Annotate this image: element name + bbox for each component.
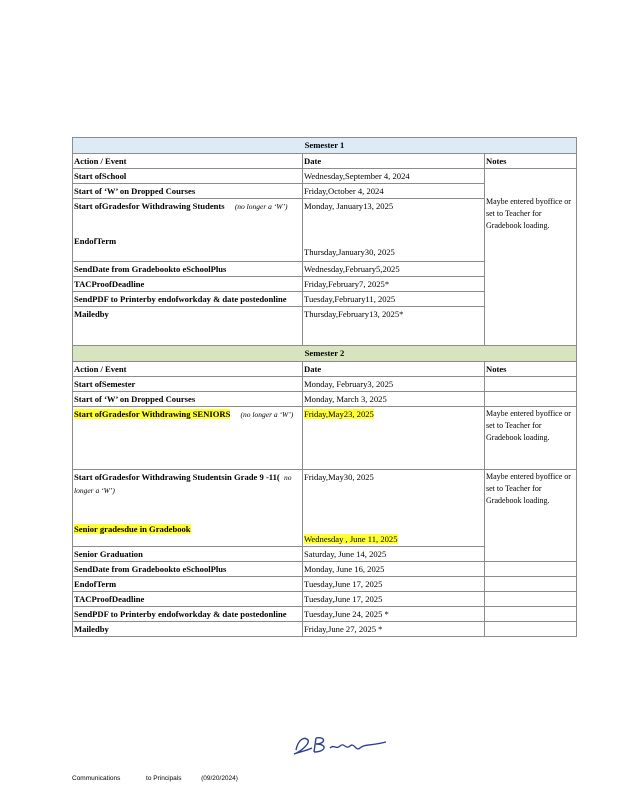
event-label: Start ofSchool <box>73 169 303 184</box>
event-label: Start ofSemester <box>73 377 303 392</box>
event-date: Thursday,February13, 2025* <box>303 307 485 346</box>
event-label: SendPDF to Printerby endofworkday & date postedonline <box>73 607 303 622</box>
event-label: EndofTerm <box>73 577 303 592</box>
event-notes <box>485 622 577 637</box>
event-notes <box>485 577 577 592</box>
header-action: Action / Event <box>73 362 303 377</box>
event-note: no longer a ‘W’) <box>74 473 292 495</box>
event-date: Monday, January13, 2025 Thursday,January30, 2025 <box>303 199 485 262</box>
event-label: Mailedby <box>73 307 303 346</box>
event-date: Monday, March 3, 2025 <box>303 392 485 407</box>
header-action: Action / Event <box>73 154 303 169</box>
event-date: Tuesday,June 24, 2025 * <box>303 607 485 622</box>
table-row <box>73 392 577 407</box>
event-notes <box>485 392 577 407</box>
semester1-title: Semester 1 <box>73 138 577 154</box>
footer-left: Communications <box>72 775 121 782</box>
event-label: Start ofGradesfor Withdrawing SENIORS (no longer a ‘W’) <box>73 407 303 470</box>
table-row <box>73 470 577 547</box>
footer-mid: to Principals <box>146 775 182 782</box>
event-date: Friday,June 27, 2025 * <box>303 622 485 637</box>
event-date: Friday,May30, 2025 Wednesday , June 11, 2025 <box>303 470 485 547</box>
event-label: Senior Graduation <box>73 547 303 562</box>
event-label: SendDate from Gradebookto eSchoolPlus <box>73 262 303 277</box>
event-notes: Maybe entered byoffice or set to Teacher for Gradebook loading. <box>485 407 577 470</box>
semester2-title: Semester 2 <box>73 346 577 362</box>
table-row <box>73 562 577 577</box>
event-label: Start of ‘W’ on Dropped Courses <box>73 392 303 407</box>
event-date: Friday,February7, 2025* <box>303 277 485 292</box>
semester2-title-row <box>73 346 577 362</box>
table-row <box>73 607 577 622</box>
table-row <box>73 577 577 592</box>
header-date: Date <box>303 362 485 377</box>
event-notes <box>485 607 577 622</box>
event-notes: Maybe entered byoffice or set to Teacher for Gradebook loading. <box>485 169 577 346</box>
event-notes <box>485 592 577 607</box>
event-label: TACProofDeadline <box>73 277 303 292</box>
event-note: (no longer a ‘W’) <box>240 410 294 419</box>
calendar-table <box>72 137 577 637</box>
table-row <box>73 377 577 392</box>
semester1-header-row <box>73 154 577 169</box>
event-date: Wednesday,September 4, 2024 <box>303 169 485 184</box>
footer-right: (09/20/2024) <box>201 775 238 782</box>
event-date: Wednesday,February5,2025 <box>303 262 485 277</box>
event-label: TACProofDeadline <box>73 592 303 607</box>
event-date: Tuesday,February11, 2025 <box>303 292 485 307</box>
header-notes: Notes <box>485 154 577 169</box>
table-row <box>73 592 577 607</box>
header-date: Date <box>303 154 485 169</box>
event-date: Tuesday,June 17, 2025 <box>303 592 485 607</box>
semester1-title-row <box>73 138 577 154</box>
footer <box>72 775 238 782</box>
event-date: Tuesday,June 17, 2025 <box>303 577 485 592</box>
event-label: SendDate from Gradebookto eSchoolPlus <box>73 562 303 577</box>
table-row <box>73 622 577 637</box>
event-date: Friday,May23, 2025 <box>303 407 485 470</box>
event-notes <box>485 562 577 577</box>
event-date: Friday,October 4, 2024 <box>303 184 485 199</box>
event-date: Monday, June 16, 2025 <box>303 562 485 577</box>
signature-image <box>290 730 390 762</box>
table-row <box>73 407 577 470</box>
table-row <box>73 169 577 184</box>
event-notes <box>485 377 577 392</box>
event-label: Start ofGradesfor Withdrawing Students (no longer a ‘W’) EndofTerm <box>73 199 303 262</box>
event-label: SendPDF to Printerby endofworkday & date postedonline <box>73 292 303 307</box>
event-label: Mailedby <box>73 622 303 637</box>
event-notes: Maybe entered byoffice or set to Teacher for Gradebook loading. <box>485 470 577 562</box>
event-label: Start of ‘W’ on Dropped Courses <box>73 184 303 199</box>
semester2-header-row <box>73 362 577 377</box>
event-label: Start ofGradesfor Withdrawing Studentsin Grade 9 -11( no longer a ‘W’) Senior gradesdue in Gradebook <box>73 470 303 547</box>
header-notes: Notes <box>485 362 577 377</box>
event-date: Saturday, June 14, 2025 <box>303 547 485 562</box>
event-note: (no longer a ‘W’) <box>234 202 288 211</box>
event-date: Monday, February3, 2025 <box>303 377 485 392</box>
